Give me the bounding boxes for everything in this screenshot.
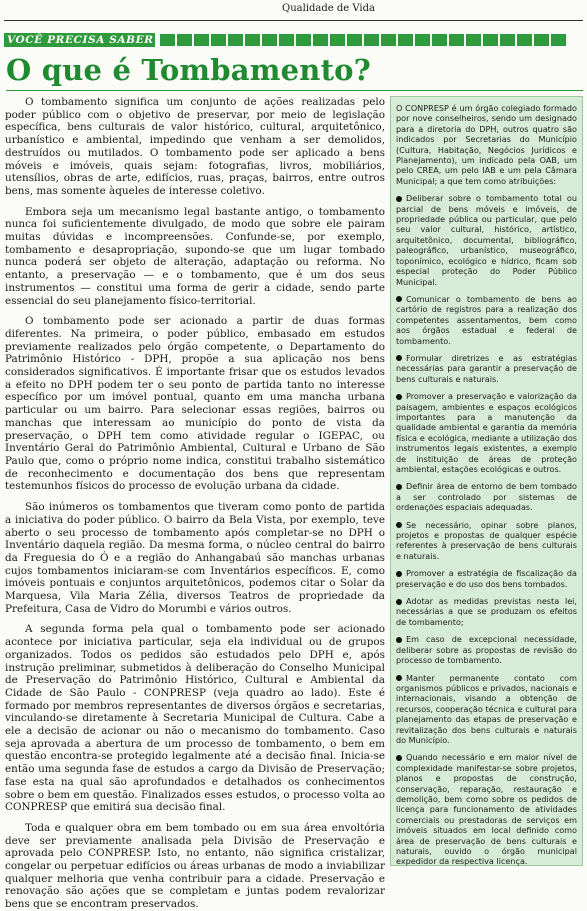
list-item: Promover a estratégia de fiscalização da preservação e do uso dos bens tombados. bbox=[396, 568, 577, 589]
list-item: Comunicar o tombamento de bens ao cartório de registros para a realização dos competentes assentamentos, bem como aos órgãos estadual e federal de tombamento. bbox=[396, 293, 577, 346]
article-paragraph: Embora seja um mecanismo legal bastante antigo, o tombamento nunca foi suficientemente divulgado, de modo que sobre ele pairam muitas dúvidas e incompreensões. Confunde-se, por exemplo, tombamento e desapropriação, supondo-se que um lugar tombado nunca poderá ser objeto de alteração, adaptação ou reforma. No entanto, a preservação — e o tombamento, que é um dos seus instrumentos — constitui uma forma de gerir a cidade, sendo parte essencial do seu planejamento físico-territorial. bbox=[5, 205, 385, 307]
list-item: Promover a preservação e valorização da paisagem, ambientes e espaços ecológicos importantes para a manutenção da qualidade ambiental e garantia da memória física e ecológica, mediante a utilização dos instrumentos legais existentes, a exemplo de instituição de áreas de proteção ambiental, estações ecológicas e outros. bbox=[396, 391, 577, 474]
article-body bbox=[5, 96, 385, 911]
bullet-icon bbox=[396, 675, 402, 681]
article-paragraph: São inúmeros os tombamentos que tiveram como ponto de partida a iniciativa do poder público. O bairro da Bela Vista, por exemplo, teve aberto o seu processo de tombamento após completar-se no DPH o Inventário daquela região. Da mesma forma, o núcleo central do bairro da Freguesia do Ó e a região do Anhangabaú são manchas urbanas cujos tombamentos iniciaram-se com Inventários específicos. E, como imóveis pontuais e conjuntos arquitetônicos, podemos citar o Solar da Marquesa, Vila Maria Zélia, diversos Teatros de propriedade da Prefeitura, Casa de Vidro do Morumbi e vários outros. bbox=[5, 501, 385, 615]
list-item: Manter permanente contato com organismos públicos e privados, nacionais e internacionais, visando a obtenção de recursos, cooperação técnica e cultural para planejamento das etapas de preservação e revitalização dos bens culturais e naturais do Município. bbox=[396, 672, 577, 745]
bullet-icon bbox=[396, 755, 402, 761]
running-title: Qualidade de Vida bbox=[282, 3, 375, 14]
bullet-icon bbox=[396, 484, 402, 490]
list-item: Em caso de excepcional necessidade, deliberar sobre as propostas de revisão do processo de tombamento. bbox=[396, 634, 577, 666]
bullet-icon bbox=[396, 394, 402, 400]
list-item: Quando necessário e em maior nível de complexidade manifestar-se sobre projetos, planos e propostas de construção, conservação, reparação, restauração e demolição, bem como sobre os pedidos de licença para funcionamento de atividades comerciais ou prestadoras de serviços em imóveis situados em local definido como área de preservação de bens culturais e naturais, ouvido o órgão municipal expedidor da respectiva licença. bbox=[396, 752, 577, 867]
list-item: Adotar as medidas previstas nesta lei, necessárias a que se produzam os efeitos de tombamento; bbox=[396, 596, 577, 627]
bullet-icon bbox=[396, 355, 402, 361]
section-band bbox=[4, 33, 583, 47]
conpresp-box bbox=[390, 96, 583, 866]
article-paragraph: O tombamento pode ser acionado a partir de duas formas diferentes. Na primeira, o poder público, embasado em estudos previamente realizados pelo órgão competente, o Departamento do Patrimônio Histórico - DPH, propõe a sua aplicação nos bens considerados significativos. É importante frisar que os estudos levados a efeito no DPH podem ter o seu ponto de partida tanto no interesse específico por um imóvel pontual, quanto em uma mancha urbana particular ou um bairro. Para selecionar essas regiões, bairros ou manchas que interessam ao município do ponto de vista da preservação, o DPH tem como atividade regular o IGEPAC, ou Inventário Geral do Patrimônio Ambiental, Cultural e Urbano de São Paulo que, como o próprio nome indica, constitui trabalho sistemático de reconhecimento e documentação dos bens que representam testemunhos físicos do processo de evolução urbana da cidade. bbox=[5, 315, 385, 493]
conpresp-intro: O CONPRESP é um órgão colegiado formado por nove conselheiros, sendo um designado para a diretoria do DPH, outros quatro são indicados por Secretarias do Município (Cultura, Habitação, Negócios Jurídicos e Planejamento), um indicado pela OAB, um pelo CREA, um pelo IAB e um pela Câmara Municipal; a que tem como atribuições: bbox=[396, 103, 577, 186]
header-rule bbox=[4, 20, 583, 21]
article-paragraph: A segunda forma pela qual o tombamento pode ser acionado acontece por iniciativa particular, seja ela individual ou de grupos organizados. Todos os pedidos são estudados pelo DPH e, após instrução preliminar, submetidos à deliberação do Conselho Municipal de Preservação do Patrimônio Histórico, Cultural e Ambiental da Cidade de São Paulo - CONPRESP (veja quadro ao lado). Este é formado por membros representantes de diversos órgãos e secretarias, vinculando-se diretamente à Secretaria Municipal de Cultura. Cabe a ele a decisão de acionar ou não o mecanismo do tombamento. Caso seja aprovada a abertura de um processo de tombamento, o bem em questão encontra-se protegido legalmente até a decisão final. Inicia-se então uma segunda fase de estudos a cargo da Divisão de Preservação; fase esta na qual são aprofundados e detalhados os conhecimentos sobre o bem em questão. Finalizados esses estudos, o processo volta ao CONPRESP que emitirá sua decisão final. bbox=[5, 623, 385, 814]
title-underline bbox=[6, 90, 583, 91]
list-item: Deliberar sobre o tombamento total ou parcial de bens móveis e imóveis, de propriedade pública ou particular, que pelo seu valor cultural, histórico, artístico, arquitetônico, documental, bibliográfico, paleográfico, urbanístico, museográfico, toponímico, ecológico e hídrico, ficam sob especial proteção do Poder Público Municipal. bbox=[396, 193, 577, 287]
article-paragraph: O tombamento significa um conjunto de ações realizadas pelo poder público com o objetivo de preservar, por meio de legislação específica, bens culturais de valor histórico, cultural, arquitetônico, urbanístico e ambiental, impedindo que venham a ser demolidos, destruídos ou mutilados. O tombamento pode ser aplicado a bens móveis e imóveis, quais sejam: fotografias, livros, mobiliários, utensílios, obras de arte, edifícios, ruas, praças, bairros, entre outros bens, mas somente àqueles de interesse coletivo. bbox=[5, 96, 385, 197]
bullet-icon bbox=[396, 599, 402, 605]
list-item: Se necessário, opinar sobre planos, projetos e propostas de qualquer espécie referentes à preservação de bens culturais e naturais. bbox=[396, 519, 577, 561]
decorative-blocks bbox=[160, 34, 566, 46]
list-item: Definir área de entorno de bem tombado a ser controlado por sistemas de ordenações espaciais adequadas. bbox=[396, 481, 577, 513]
section-label: VOCÊ PRECISA SABER bbox=[4, 33, 155, 47]
page-header bbox=[0, 0, 587, 22]
bullet-icon bbox=[396, 296, 402, 302]
bullet-icon bbox=[396, 571, 402, 577]
list-item: Formular diretrizes e as estratégias necessárias para garantir a preservação de bens culturais e naturais. bbox=[396, 352, 577, 384]
attributions-list bbox=[396, 193, 577, 867]
bullet-icon bbox=[396, 196, 402, 202]
article-paragraph: Toda e qualquer obra em bem tombado ou em sua área envoltória deve ser previamente analisada pela Divisão de Preservação e aprovada pelo CONPRESP. Isto, no entanto, não significa cristalizar, congelar ou perpetuar edifícios ou áreas urbanas de modo a inviabilizar qualquer melhoria que venha contribuir para a cidade. Preservação e renovação são ações que se completam e juntas podem revalorizar bens que se encontram preservados. bbox=[5, 821, 385, 911]
bullet-icon bbox=[396, 637, 402, 643]
article-title: O que é Tombamento? bbox=[6, 53, 371, 87]
bullet-icon bbox=[396, 522, 402, 528]
